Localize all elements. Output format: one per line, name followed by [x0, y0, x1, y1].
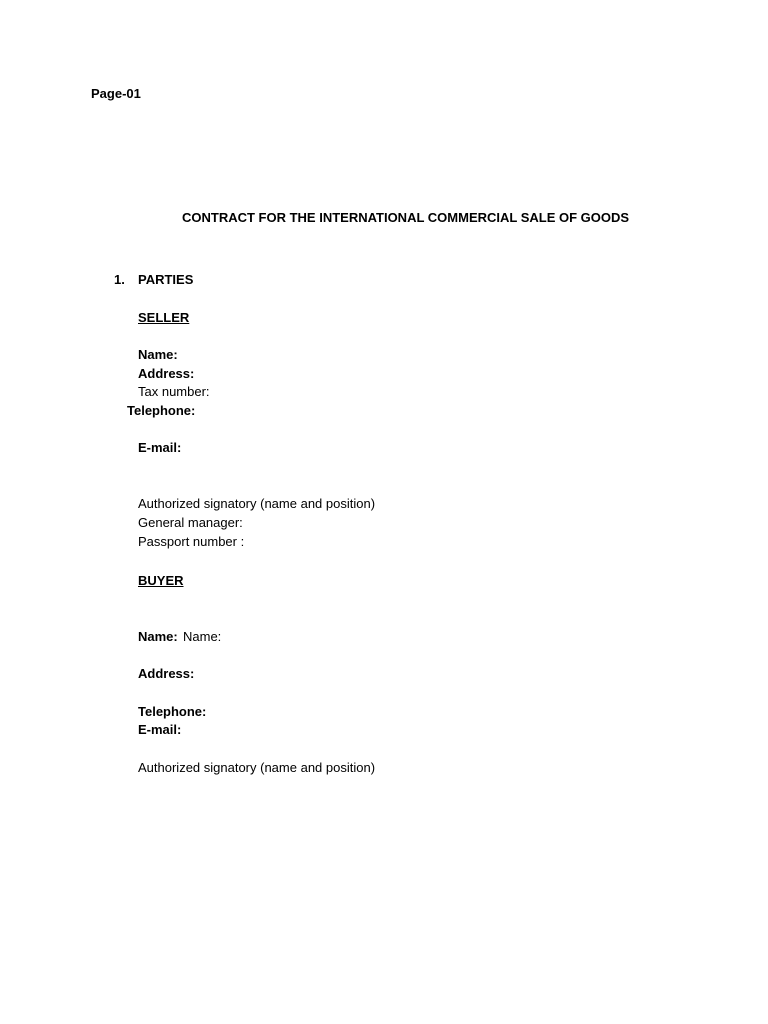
buyer-name-label: Name:	[138, 629, 178, 644]
seller-address-label: Address:	[138, 366, 195, 381]
seller-gm-label: General manager:	[138, 515, 243, 530]
seller-heading: SELLER	[138, 310, 190, 325]
buyer-name-value: Name:	[183, 629, 222, 644]
seller-signatory-label: Authorized signatory (name and position)	[138, 496, 376, 511]
section-number: 1.	[114, 272, 125, 287]
section-heading: PARTIES	[138, 272, 194, 287]
document-title: CONTRACT FOR THE INTERNATIONAL COMMERCIAL SALE OF GOODS	[182, 210, 630, 225]
seller-email-label: E-mail:	[138, 440, 182, 455]
seller-tax-label: Tax number:	[138, 384, 210, 399]
buyer-signatory-label: Authorized signatory (name and position)	[138, 760, 376, 775]
seller-passport-label: Passport number :	[138, 534, 245, 549]
buyer-email-label: E-mail:	[138, 722, 182, 737]
buyer-heading: BUYER	[138, 573, 184, 588]
buyer-telephone-label: Telephone:	[138, 704, 207, 719]
buyer-address-label: Address:	[138, 666, 195, 681]
page-label: Page-01	[91, 86, 141, 101]
seller-telephone-label: Telephone:	[127, 403, 196, 418]
seller-name-label: Name:	[138, 347, 178, 362]
